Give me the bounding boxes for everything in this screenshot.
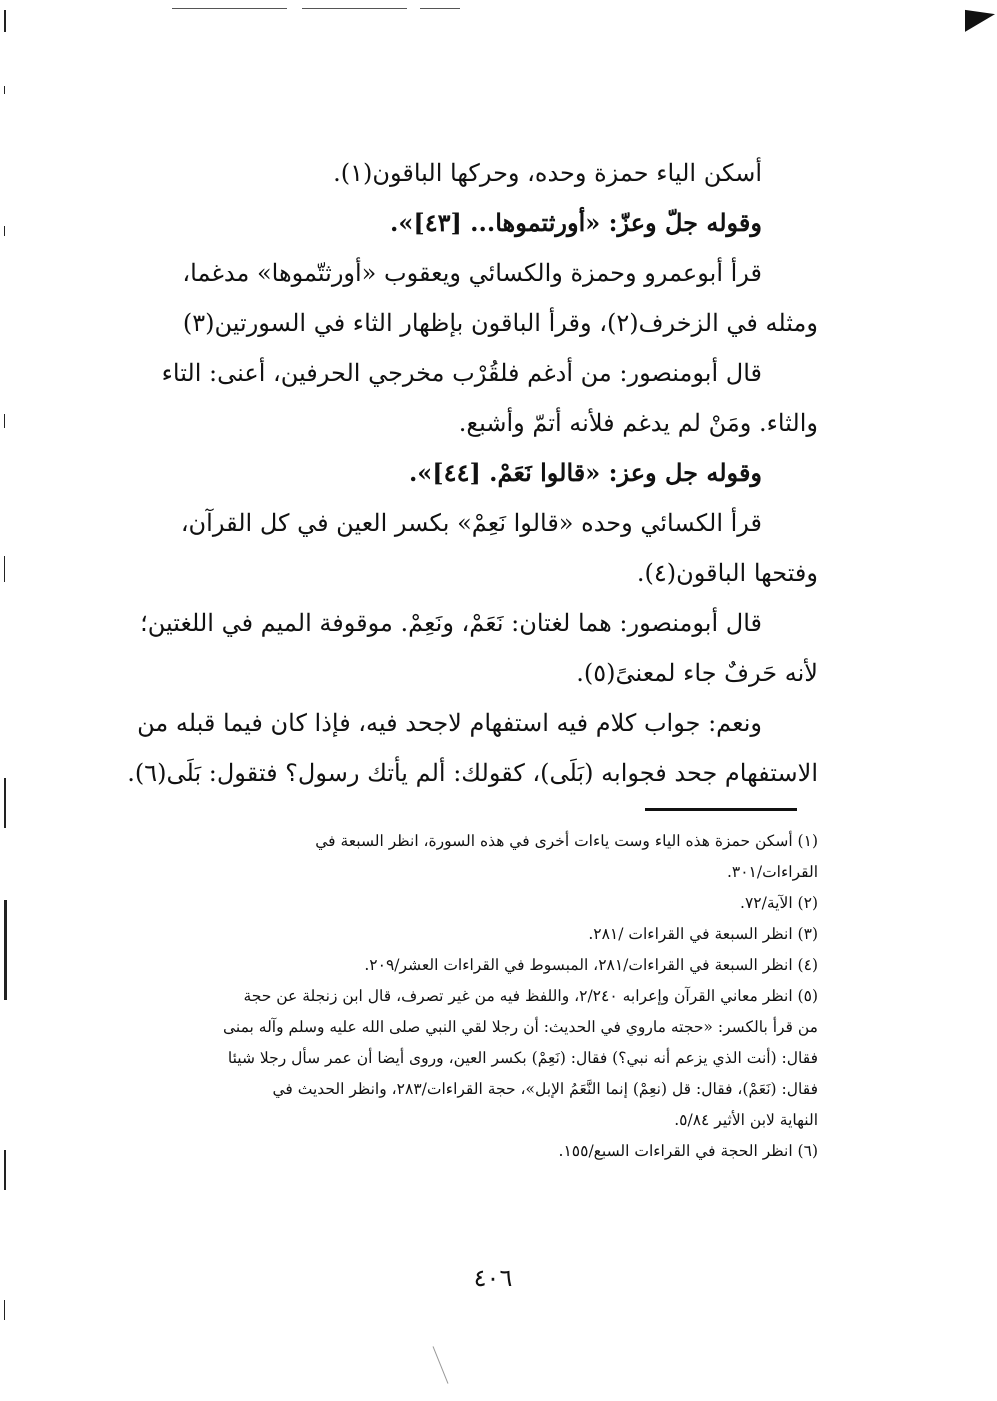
footnote-line: (١) أسكن حمزة هذه الياء وست ياءات أخرى في هذه السورة، انظر السبعة في [315,832,818,850]
scan-edge-mark [4,1300,5,1320]
text-line: أسكن الياء حمزة وحده، وحركها الباقون(١). [333,159,762,187]
footnote-line: القراءات/٣٠١. [726,863,818,881]
scan-edge-mark [4,414,5,428]
text-line: قال أبومنصور: هما لغتان: نَعَمْ، ونَعِمْ. موقوفة الميم في اللغتين؛ [140,609,762,637]
text-line: ونعم: جواب كلام فيه استفهام لاجحد فيه، فإذا كان فيما قبله من [137,709,762,737]
scan-edge-mark [4,556,5,582]
scan-edge-mark [4,778,6,828]
text-line: وفتحها الباقون(٤). [636,559,818,587]
top-rule-segment [420,8,460,9]
footnote-line: من قرأ بالكسر: «حجته ماروي في الحديث: أن رجلا لقي النبي صلى الله عليه وسلم وآله بمنى [222,1018,818,1036]
scan-edge-mark [4,226,5,236]
scan-edge-mark [4,10,6,32]
text-line: قرأ أبوعمرو وحمزة والكسائي ويعقوب «أورثتّموها» مدغما، [182,259,762,287]
scan-artifact [433,1346,449,1383]
footnote-line: النهاية لابن الأثير ٥/٨٤. [674,1111,818,1129]
text-line: لأنه حَرفٌ جاء لمعنىً(٥). [576,659,818,687]
footnote-line: (٤) انظر السبعة في القراءات/٢٨١، المبسوط في القراءات العشر/٢٠٩. [364,956,818,974]
footnote-line: فقال: (أنت الذي يزعم أنه نبي؟) فقال: (نَعِمْ) بكسر العين، وروى أيضا أن عمر سأل رجلا شيئا [227,1049,818,1067]
footnote-separator [645,808,797,811]
footnote-line: (٢) الآية/٧٢. [740,894,818,912]
corner-mark [965,10,995,36]
main-text [118,148,818,798]
scan-edge-mark [4,900,7,1000]
footnote-line: (٦) انظر الحجة في القراءات السبع/١٥٥. [558,1142,818,1160]
text-line: والثاء. ومَنْ لم يدغم فلأنه أتمّ وأشبع. [458,409,818,437]
footnotes [128,826,818,1167]
footnote-line: (٥) انظر معاني القرآن وإعرابه ٢/٢٤٠، واللفظ فيه من غير تصرف، قال ابن زنجلة عن حجة [243,987,818,1005]
footnote-line: (٣) انظر السبعة في القراءات /٢٨١. [588,925,818,943]
text-line: الاستفهام جحد فجوابه (بَلَى)، كقولك: ألم يأتك رسول؟ فتقول: بَلَى(٦). [127,759,818,787]
scan-edge-mark [4,1150,6,1190]
scan-edge-mark [4,86,5,94]
top-rule-segment [302,8,407,9]
heading-line: وقوله جل وعز: «قالوا نَعَمْ. [٤٤]». [408,458,762,487]
text-line: قال أبومنصور: من أدغم فلقُرْب مخرجي الحرفين، أعنى: التاء [161,359,762,387]
heading-line: وقوله جلّ وعزّ: «أورثتموها... [٤٣]». [389,208,762,237]
footnote-line: فقال: (نَعَمْ)، فقال: قل (نعِمْ) إنما النَّعَمُ الإبل»، حجة القراءات/٢٨٣، وانظر الحديث في [272,1080,818,1098]
top-rule-segment [172,8,287,9]
text-line: قرأ الكسائي وحده «قالوا نَعِمْ» بكسر العين في كل القرآن، [180,509,762,537]
page-number: ٤٠٦ [473,1264,513,1292]
text-line: ومثله في الزخرف(٢)، وقرأ الباقون بإظهار الثاء في السورتين(٣) [182,309,818,337]
